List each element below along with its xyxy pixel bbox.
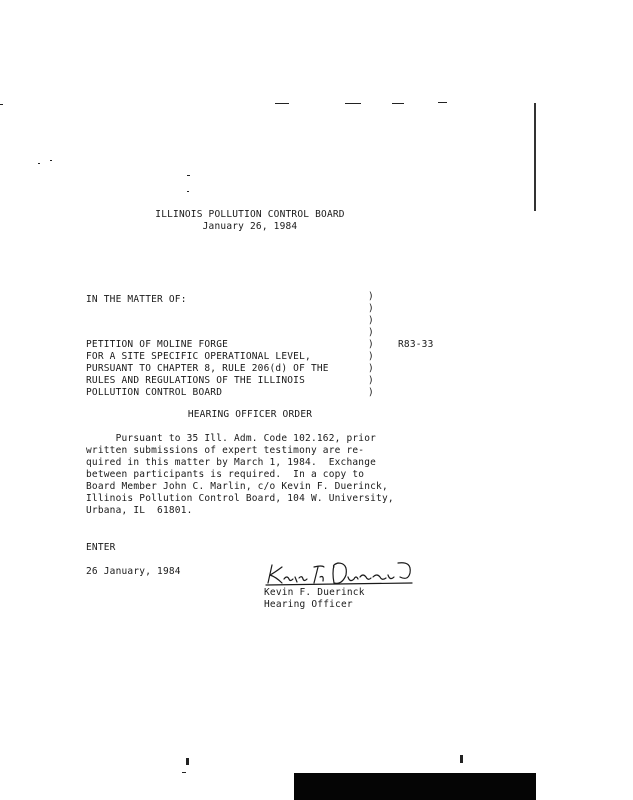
scan-speck (438, 102, 447, 103)
scan-speck (460, 755, 463, 763)
petition-line: POLLUTION CONTROL BOARD (86, 387, 223, 398)
scan-black-bar (294, 773, 536, 800)
caption-paren: ) (368, 327, 374, 338)
scan-speck (50, 160, 52, 161)
scan-speck (0, 104, 3, 105)
caption-paren: ) (368, 363, 374, 374)
order-body-line: Illinois Pollution Control Board, 104 W. University, (86, 493, 394, 504)
petition-line: PETITION OF MOLINE FORGE (86, 339, 229, 350)
board-heading: ILLINOIS POLLUTION CONTROL BOARD (155, 209, 345, 220)
order-title: HEARING OFFICER ORDER (187, 409, 313, 420)
scan-speck (187, 191, 189, 192)
scan-speck (187, 175, 190, 176)
order-body-line: between participants is required. In a copy to (86, 469, 365, 480)
scan-speck (186, 758, 189, 765)
caption-paren: ) (368, 291, 374, 302)
order-body-line: Urbana, IL 61801. (86, 505, 193, 516)
petition-line: FOR A SITE SPECIFIC OPERATIONAL LEVEL, (86, 351, 311, 362)
in-the-matter-label: IN THE MATTER OF: (86, 294, 187, 305)
enter-label: ENTER (86, 542, 116, 553)
signature-date: 26 January, 1984 (86, 566, 181, 577)
docket-number: R83-33 (398, 339, 434, 350)
scan-speck (38, 163, 40, 164)
scan-speck (392, 103, 404, 104)
officer-name: Kevin F. Duerinck (264, 587, 365, 598)
caption-paren: ) (368, 351, 374, 362)
order-body-line: Board Member John C. Marlin, c/o Kevin F. Duerinck, (86, 481, 388, 492)
scan-speck (345, 103, 361, 104)
petition-line: RULES AND REGULATIONS OF THE ILLINOIS (86, 375, 306, 386)
scan-speck (275, 103, 289, 104)
officer-role: Hearing Officer (264, 599, 353, 610)
caption-paren: ) (368, 375, 374, 386)
scan-speck (182, 772, 186, 773)
page-edge-line (534, 103, 536, 211)
document-date: January 26, 1984 (202, 221, 298, 232)
caption-paren: ) (368, 303, 374, 314)
caption-paren: ) (368, 339, 374, 350)
order-body-line: quired in this matter by March 1, 1984. Exchange (86, 457, 377, 468)
order-body-line: written submissions of expert testimony are re- (86, 445, 365, 456)
caption-paren: ) (368, 315, 374, 326)
caption-paren: ) (368, 387, 374, 398)
order-body-line: Pursuant to 35 Ill. Adm. Code 102.162, prior (86, 433, 377, 444)
petition-line: PURSUANT TO CHAPTER 8, RULE 206(d) OF THE (86, 363, 329, 374)
